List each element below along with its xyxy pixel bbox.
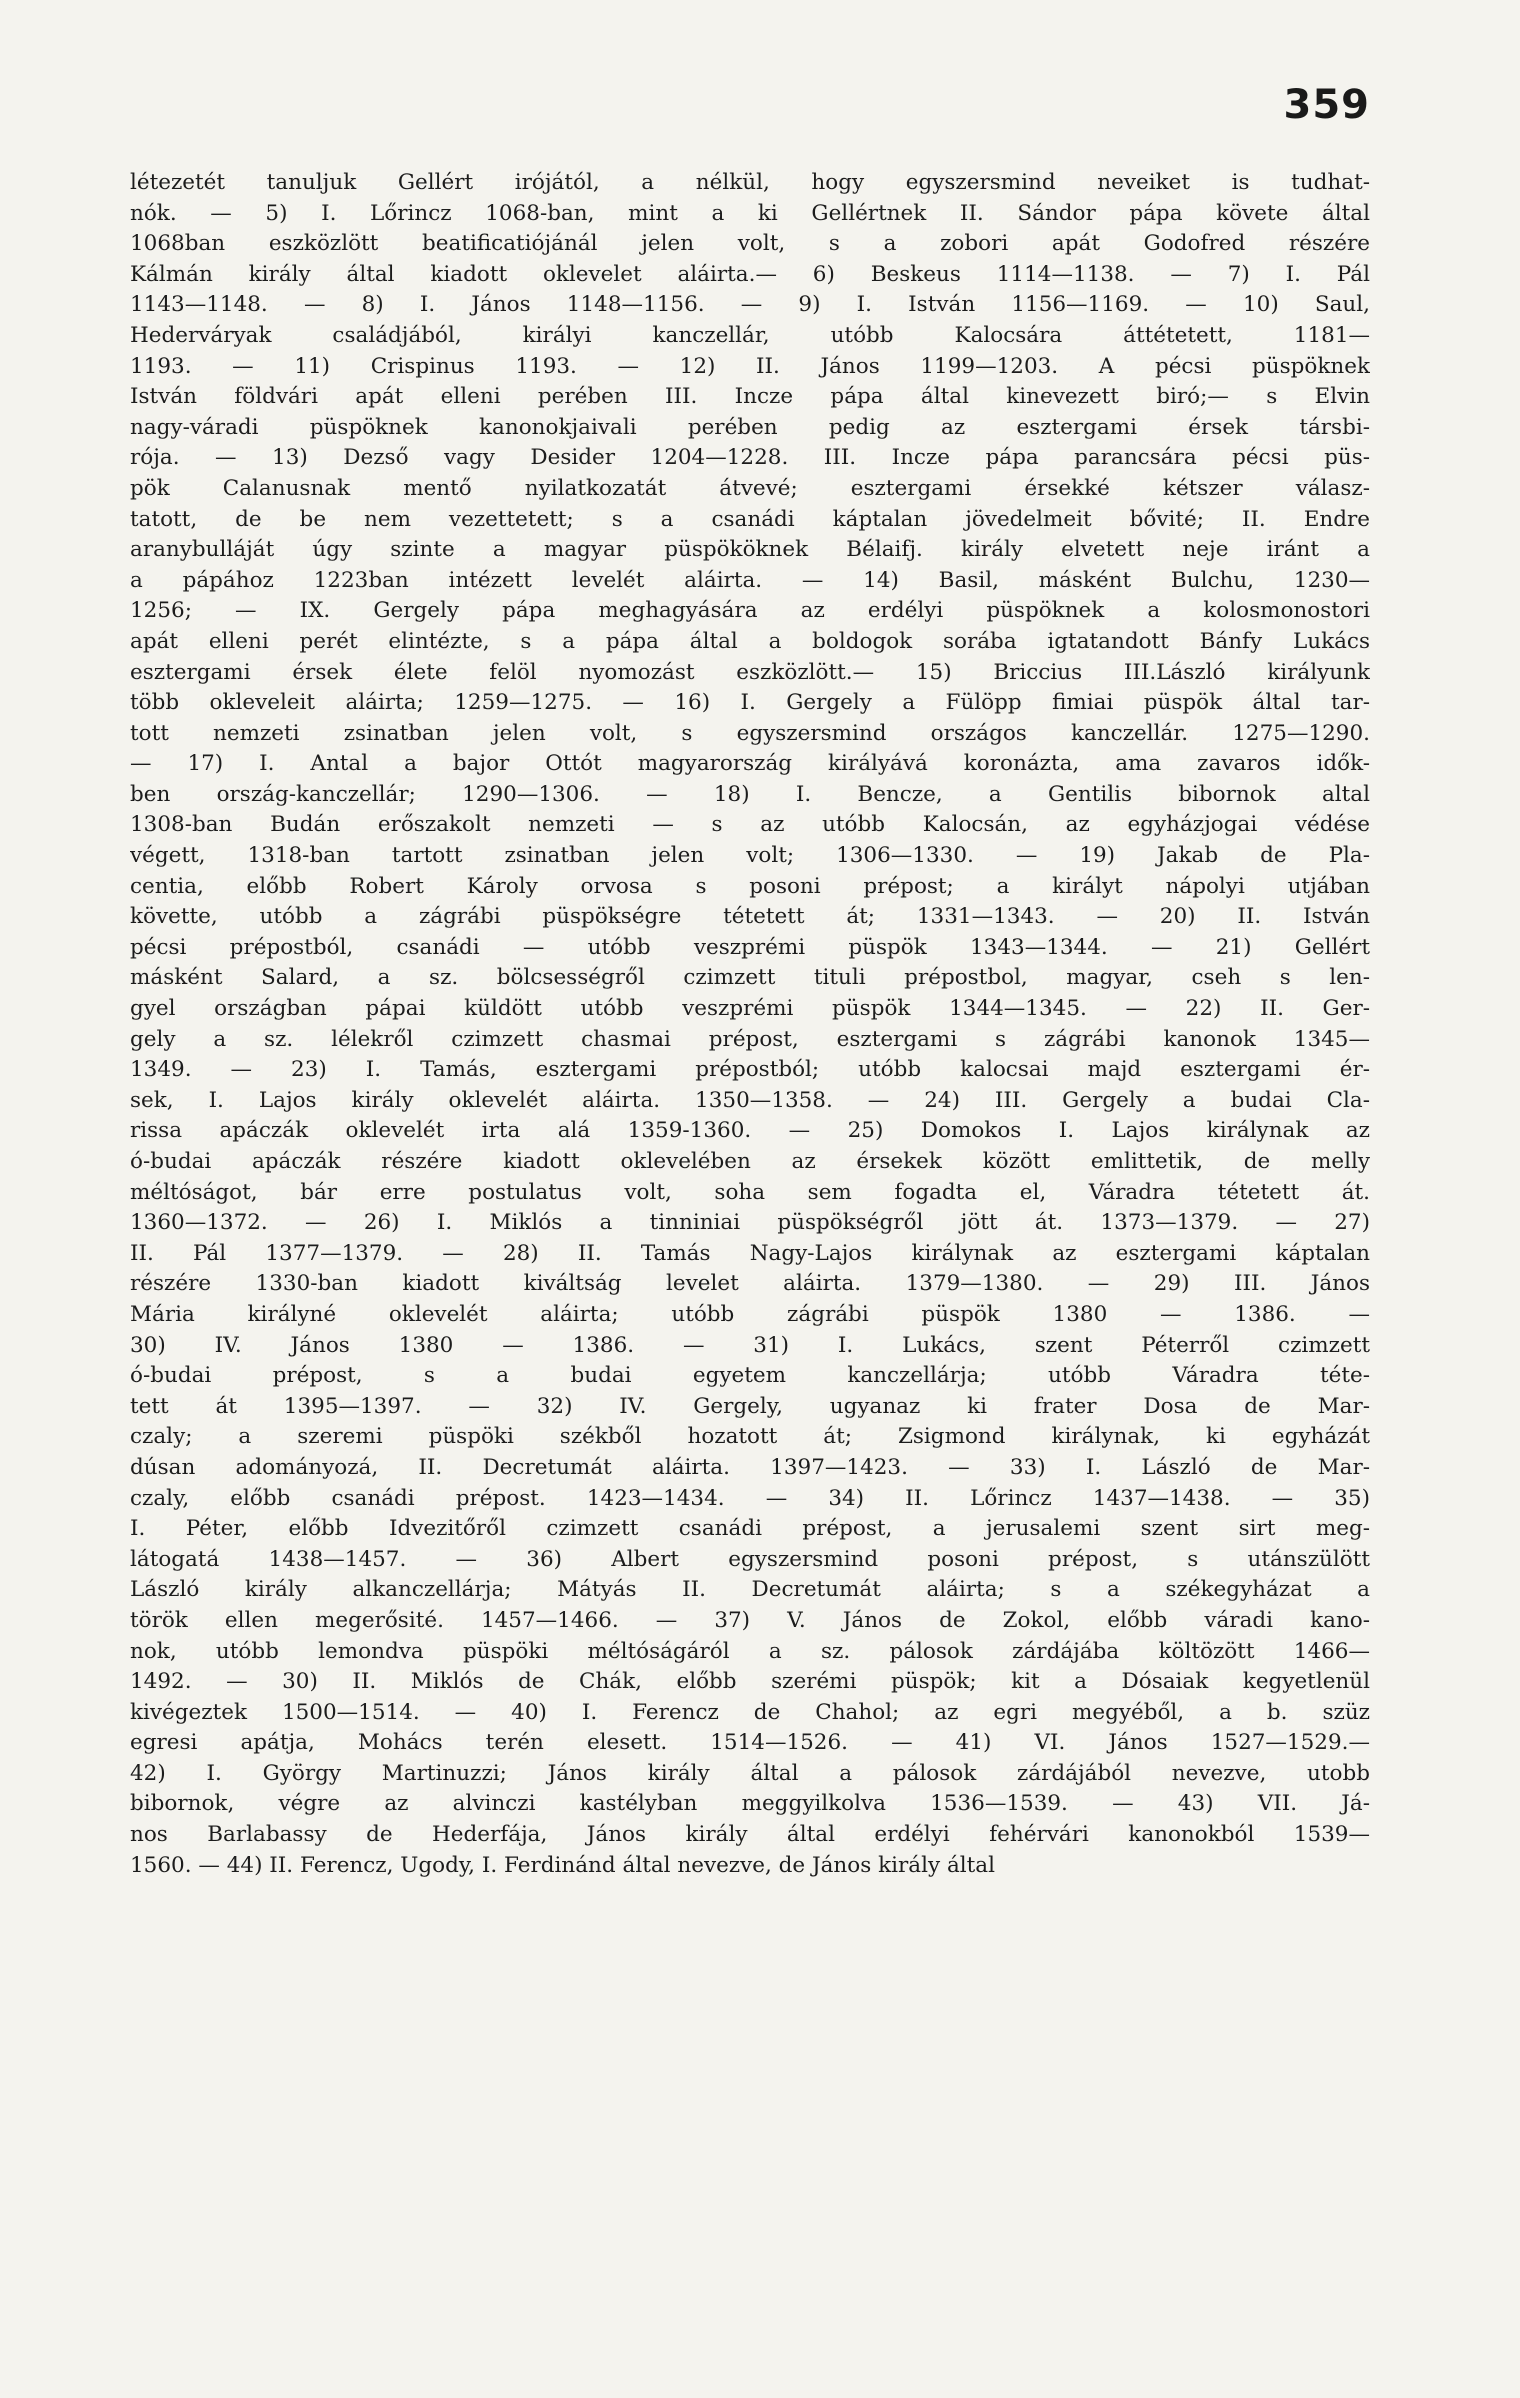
text-line: István földvári apát elleni perében III. Incze pápa által kinevezett biró;— s Elvin xyxy=(130,384,1370,410)
text-line: kivégeztek 1500—1514. — 40) I. Ferencz de Chahol; az egri megyéből, a b. szüz xyxy=(130,1699,1370,1725)
text-line: tett át 1395—1397. — 32) IV. Gergely, ugyanaz ki frater Dosa de Mar- xyxy=(130,1393,1370,1419)
text-line: részére 1330-ban kiadott kiváltság levelet aláirta. 1379—1380. — 29) III. János xyxy=(130,1271,1370,1297)
text-line: centia, előbb Robert Károly orvosa s posoni prépost; a királyt nápolyi utjában xyxy=(130,873,1370,899)
text-line: rója. — 13) Dezső vagy Desider 1204—1228. III. Incze pápa parancsára pécsi püs- xyxy=(130,445,1370,471)
text-line: — 17) I. Antal a bajor Ottót magyarország királyává koronázta, ama zavaros idők- xyxy=(130,751,1370,777)
text-line: 42) I. György Martinuzzi; János király által a pálosok zárdájából nevezve, utobb xyxy=(130,1760,1370,1786)
text-line: tatott, de be nem vezettetett; s a csanádi káptalan jövedelmeit bővité; II. Endre xyxy=(130,506,1370,532)
text-line: méltóságot, bár erre postulatus volt, soha sem fogadta el, Váradra tétetett át. xyxy=(130,1179,1370,1205)
text-line: 1360—1372. — 26) I. Miklós a tinniniai püspökségről jött át. 1373—1379. — 27) xyxy=(130,1210,1370,1236)
text-line: bibornok, végre az alvinczi kastélyban meggyilkolva 1536—1539. — 43) VII. Já- xyxy=(130,1791,1370,1817)
text-line: pécsi prépostból, csanádi — utóbb veszprémi püspök 1343—1344. — 21) Gellért xyxy=(130,934,1370,960)
text-line: nók. — 5) I. Lőrincz 1068-ban, mint a ki Gellértnek II. Sándor pápa követe által xyxy=(130,200,1370,226)
text-line: egresi apátja, Mohács terén elesett. 1514—1526. — 41) VI. János 1527—1529.— xyxy=(130,1730,1370,1756)
text-line: rissa apáczák oklevelét irta alá 1359-1360. — 25) Domokos I. Lajos királynak az xyxy=(130,1118,1370,1144)
text-line: László király alkanczellárja; Mátyás II. Decretumát aláirta; s a székegyházat a xyxy=(130,1577,1370,1603)
text-line: I. Péter, előbb Idvezitőről czimzett csanádi prépost, a jerusalemi szent sirt meg- xyxy=(130,1516,1370,1542)
text-line: Kálmán király által kiadott oklevelet aláirta.— 6) Beskeus 1114—1138. — 7) I. Pál xyxy=(130,261,1370,287)
body-text xyxy=(130,168,1370,2308)
text-line: végett, 1318-ban tartott zsinatban jelen volt; 1306—1330. — 19) Jakab de Pla- xyxy=(130,843,1370,869)
text-line: sek, I. Lajos király oklevelét aláirta. 1350—1358. — 24) III. Gergely a budai Cla- xyxy=(130,1087,1370,1113)
text-line: apát elleni perét elintézte, s a pápa által a boldogok sorába igtatandott Bánfy Lukács xyxy=(130,628,1370,654)
text-line: ben ország-kanczellár; 1290—1306. — 18) I. Bencze, a Gentilis bibornok altal xyxy=(130,781,1370,807)
text-line: 1193. — 11) Crispinus 1193. — 12) II. János 1199—1203. A pécsi püspöknek xyxy=(130,353,1370,379)
text-line: pök Calanusnak mentő nyilatkozatát átvevé; esztergami érsekké kétszer válasz- xyxy=(130,475,1370,501)
text-line: létezetét tanuljuk Gellért irójától, a nélkül, hogy egyszersmind neveiket is tudhat- xyxy=(130,170,1370,195)
text-line: Hederváryak családjából, királyi kanczellár, utóbb Kalocsára áttétetett, 1181— xyxy=(130,322,1370,348)
text-line: 1068ban eszközlött beatificatiójánál jelen volt, s a zobori apát Godofred részére xyxy=(130,231,1370,257)
text-line: 1492. — 30) II. Miklós de Chák, előbb szerémi püspök; kit a Dósaiak kegyetlenül xyxy=(130,1669,1370,1695)
text-line: ó-budai apáczák részére kiadott oklevelében az érsekek között emlittetik, de melly xyxy=(130,1149,1370,1174)
text-line: esztergami érsek élete felöl nyomozást eszközlött.— 15) Briccius III.László királyunk xyxy=(130,659,1370,685)
text-line: 1308-ban Budán erőszakolt nemzeti — s az utóbb Kalocsán, az egyházjogai védése xyxy=(130,812,1370,838)
text-line: aranybulláját úgy szinte a magyar püspököknek Bélaifj. király elvetett neje iránt a xyxy=(130,537,1370,563)
text-line: nos Barlabassy de Hederfája, János király által erdélyi fehérvári kanonokból 1539— xyxy=(130,1822,1370,1848)
text-line: 1143—1148. — 8) I. János 1148—1156. — 9) I. István 1156—1169. — 10) Saul, xyxy=(130,292,1370,318)
text-line: gyel országban pápai küldött utóbb veszprémi püspök 1344—1345. — 22) II. Ger- xyxy=(130,996,1370,1022)
text-line: ó-budai prépost, s a budai egyetem kanczellárja; utóbb Váradra téte- xyxy=(130,1363,1370,1389)
text-line: czaly, előbb csanádi prépost. 1423—1434. — 34) II. Lőrincz 1437—1438. — 35) xyxy=(130,1485,1370,1511)
text-line: több okleveleit aláirta; 1259—1275. — 16) I. Gergely a Fülöpp fimiai püspök által tar- xyxy=(130,690,1370,716)
text-line: nok, utóbb lemondva püspöki méltóságáról a sz. pálosok zárdájába költözött 1466— xyxy=(130,1638,1370,1664)
text-line: 1349. — 23) I. Tamás, esztergami prépostból; utóbb kalocsai majd esztergami ér- xyxy=(130,1057,1370,1083)
text-line: 1560. — 44) II. Ferencz, Ugody, I. Ferdinánd által nevezve, de János király által xyxy=(130,1852,995,1878)
text-line: nagy-váradi püspöknek kanonokjaivali perében pedig az esztergami érsek társbi- xyxy=(130,414,1370,440)
text-line: dúsan adományozá, II. Decretumát aláirta. 1397—1423. — 33) I. László de Mar- xyxy=(130,1454,1370,1480)
text-line: látogatá 1438—1457. — 36) Albert egyszersmind posoni prépost, s utánszülött xyxy=(130,1546,1370,1572)
text-line: a pápához 1223ban intézett levelét aláirta. — 14) Basil, másként Bulchu, 1230— xyxy=(130,567,1370,593)
page-number: 359 xyxy=(1283,82,1370,128)
text-line: czaly; a szeremi püspöki székből hozatott át; Zsigmond királynak, ki egyházát xyxy=(130,1424,1370,1450)
text-line: tott nemzeti zsinatban jelen volt, s egyszersmind országos kanczellár. 1275—1290. xyxy=(130,720,1370,746)
text-line: gely a sz. lélekről czimzett chasmai prépost, esztergami s zágrábi kanonok 1345— xyxy=(130,1026,1370,1052)
text-line: 30) IV. János 1380 — 1386. — 31) I. Lukács, szent Péterről czimzett xyxy=(130,1332,1370,1358)
text-line: II. Pál 1377—1379. — 28) II. Tamás Nagy-Lajos királynak az esztergami káptalan xyxy=(130,1240,1370,1266)
text-line: másként Salard, a sz. bölcsességről czimzett tituli prépostbol, magyar, cseh s len- xyxy=(130,965,1370,991)
text-line: követte, utóbb a zágrábi püspökségre tétetett át; 1331—1343. — 20) II. István xyxy=(130,904,1370,930)
text-line: Mária királyné oklevelét aláirta; utóbb zágrábi püspök 1380 — 1386. — xyxy=(130,1301,1370,1327)
text-line: 1256; — IX. Gergely pápa meghagyására az erdélyi püspöknek a kolosmonostori xyxy=(130,598,1370,624)
text-line: török ellen megerősité. 1457—1466. — 37) V. János de Zokol, előbb váradi kano- xyxy=(130,1607,1370,1633)
